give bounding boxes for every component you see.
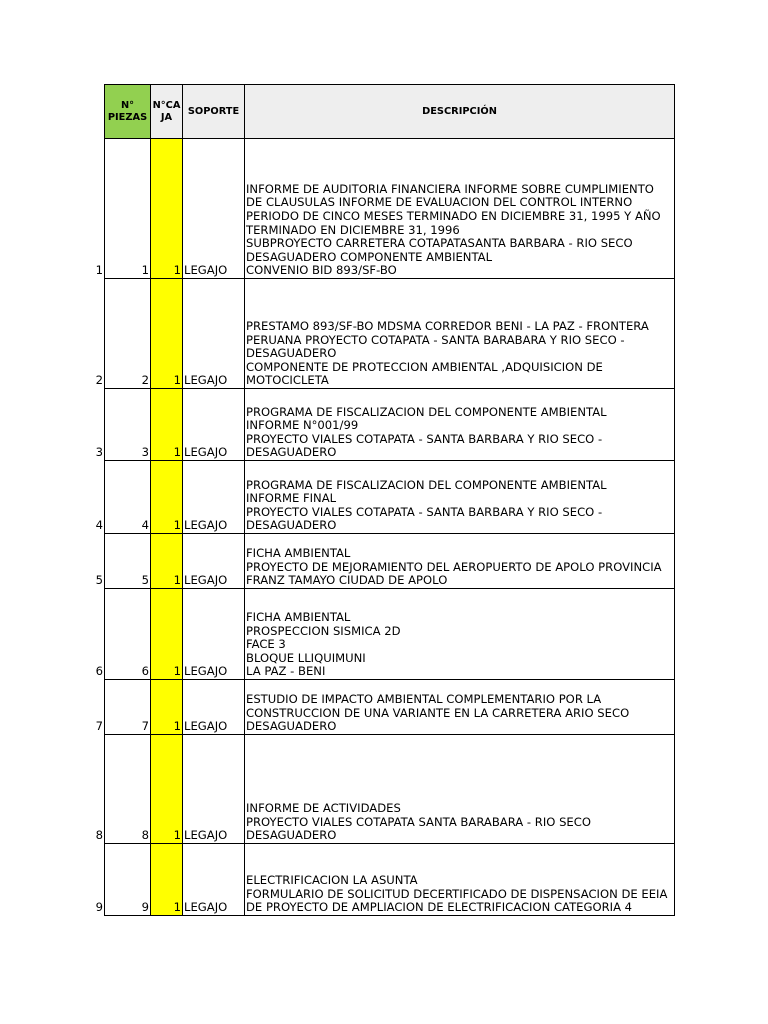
piezas-cell: 4 bbox=[105, 461, 151, 534]
table-row bbox=[105, 680, 675, 735]
piezas-cell: 5 bbox=[105, 534, 151, 589]
descripcion-line: TERMINADO EN DICIEMBRE 31, 1996 bbox=[246, 222, 460, 237]
descripcion-line: DE CLAUSULAS INFORME DE EVALUACION DEL CONTROL INTERNO bbox=[246, 195, 633, 210]
descripcion-line: CONVENIO BID 893/SF-BO bbox=[246, 263, 397, 278]
descripcion-cell bbox=[245, 735, 675, 844]
descripcion-line: FACE 3 bbox=[246, 637, 286, 652]
descripcion-cell bbox=[245, 589, 675, 680]
piezas-cell: 3 bbox=[105, 389, 151, 461]
descripcion-line: DESAGUADERO bbox=[246, 518, 337, 533]
caja-cell: 1 bbox=[151, 589, 183, 680]
descripcion-cell bbox=[245, 139, 675, 279]
piezas-cell: 8 bbox=[105, 735, 151, 844]
header-caja: N°CA JA bbox=[151, 85, 183, 139]
header-descripcion: DESCRIPCIÓN bbox=[245, 85, 675, 139]
descripcion-line: DE PROYECTO DE AMPLIACION DE ELECTRIFICACION CATEGORIA 4 bbox=[246, 900, 633, 915]
descripcion-line: PROSPECCION SISMICA 2D bbox=[246, 623, 401, 638]
caja-cell: 1 bbox=[151, 389, 183, 461]
piezas-cell: 9 bbox=[105, 844, 151, 916]
descripcion-line: PERUANA PROYECTO COTAPATA - SANTA BARABARA Y RIO SECO - bbox=[246, 332, 625, 347]
descripcion-line: DESAGUADERO bbox=[246, 445, 337, 460]
soporte-cell: LEGAJO bbox=[183, 844, 245, 916]
descripcion-cell bbox=[245, 844, 675, 916]
row-number: 7 bbox=[95, 718, 103, 733]
row-number: 6 bbox=[95, 663, 103, 678]
descripcion-line: INFORME N°001/99 bbox=[246, 418, 359, 433]
descripcion-line: PERIODO DE CINCO MESES TERMINADO EN DICIEMBRE 31, 1995 Y AÑO bbox=[246, 209, 661, 224]
descripcion-cell bbox=[245, 279, 675, 389]
caja-cell: 1 bbox=[151, 279, 183, 389]
descripcion-line: PROGRAMA DE FISCALIZACION DEL COMPONENTE AMBIENTAL bbox=[246, 404, 607, 419]
table-row bbox=[105, 735, 675, 844]
table-row bbox=[105, 389, 675, 461]
row-number: 4 bbox=[95, 517, 103, 532]
table-row bbox=[105, 534, 675, 589]
descripcion-cell bbox=[245, 461, 675, 534]
descripcion-line: DESAGUADERO COMPONENTE AMBIENTAL bbox=[246, 249, 493, 264]
caja-cell: 1 bbox=[151, 735, 183, 844]
descripcion-cell bbox=[245, 534, 675, 589]
caja-cell: 1 bbox=[151, 680, 183, 735]
table-body bbox=[105, 139, 675, 916]
soporte-cell: LEGAJO bbox=[183, 735, 245, 844]
descripcion-line: LA PAZ - BENI bbox=[246, 664, 326, 679]
descripcion-line: INFORME DE ACTIVIDADES bbox=[246, 801, 401, 816]
descripcion-line: FORMULARIO DE SOLICITUD DECERTIFICADO DE DISPENSACION DE EEIA bbox=[246, 886, 668, 901]
descripcion-line: COMPONENTE DE PROTECCION AMBIENTAL ,ADQUISICION DE bbox=[246, 359, 603, 374]
piezas-cell: 1 bbox=[105, 139, 151, 279]
descripcion-line: FICHA AMBIENTAL bbox=[246, 610, 351, 625]
row-number: 5 bbox=[95, 572, 103, 587]
header-piezas: N° PIEZAS bbox=[105, 85, 151, 139]
caja-cell: 1 bbox=[151, 844, 183, 916]
descripcion-line: INFORME DE AUDITORIA FINANCIERA INFORME SOBRE CUMPLIMIENTO bbox=[246, 181, 654, 196]
descripcion-line: PROGRAMA DE FISCALIZACION DEL COMPONENTE AMBIENTAL bbox=[246, 477, 607, 492]
inventory-table bbox=[104, 84, 675, 916]
caja-cell: 1 bbox=[151, 461, 183, 534]
piezas-cell: 2 bbox=[105, 279, 151, 389]
table-row bbox=[105, 844, 675, 916]
caja-cell: 1 bbox=[151, 139, 183, 279]
soporte-cell: LEGAJO bbox=[183, 534, 245, 589]
descripcion-line: PROYECTO VIALES COTAPATA - SANTA BARBARA Y RIO SECO - bbox=[246, 504, 603, 519]
descripcion-line: FICHA AMBIENTAL bbox=[246, 546, 351, 561]
descripcion-line: PROYECTO DE MEJORAMIENTO DEL AEROPUERTO DE APOLO PROVINCIA bbox=[246, 559, 662, 574]
row-number: 8 bbox=[95, 827, 103, 842]
descripcion-line: MOTOCICLETA bbox=[246, 373, 329, 388]
descripcion-cell bbox=[245, 680, 675, 735]
header-row bbox=[105, 85, 675, 139]
soporte-cell: LEGAJO bbox=[183, 461, 245, 534]
soporte-cell: LEGAJO bbox=[183, 680, 245, 735]
descripcion-cell bbox=[245, 389, 675, 461]
descripcion-line: FRANZ TAMAYO CIUDAD DE APOLO bbox=[246, 573, 448, 588]
descripcion-line: DESAGUADERO bbox=[246, 346, 337, 361]
table-row bbox=[105, 589, 675, 680]
soporte-cell: LEGAJO bbox=[183, 139, 245, 279]
piezas-cell: 7 bbox=[105, 680, 151, 735]
table-row bbox=[105, 279, 675, 389]
descripcion-line: PROYECTO VIALES COTAPATA - SANTA BARBARA Y RIO SECO - bbox=[246, 431, 603, 446]
descripcion-line: CONSTRUCCION DE UNA VARIANTE EN LA CARRETERA ARIO SECO bbox=[246, 705, 630, 720]
descripcion-line: BLOQUE LLIQUIMUNI bbox=[246, 650, 366, 665]
descripcion-line: SUBPROYECTO CARRETERA COTAPATASANTA BARBARA - RIO SECO bbox=[246, 236, 633, 251]
header-soporte: SOPORTE bbox=[183, 85, 245, 139]
soporte-cell: LEGAJO bbox=[183, 589, 245, 680]
descripcion-line: ESTUDIO DE IMPACTO AMBIENTAL COMPLEMENTARIO POR LA bbox=[246, 692, 602, 707]
row-number: 2 bbox=[95, 372, 103, 387]
piezas-cell: 6 bbox=[105, 589, 151, 680]
soporte-cell: LEGAJO bbox=[183, 389, 245, 461]
soporte-cell: LEGAJO bbox=[183, 279, 245, 389]
descripcion-line: DESAGUADERO bbox=[246, 828, 337, 843]
row-number: 9 bbox=[95, 899, 103, 914]
table-row bbox=[105, 139, 675, 279]
caja-cell: 1 bbox=[151, 534, 183, 589]
row-number: 1 bbox=[95, 262, 103, 277]
descripcion-line: ELECTRIFICACION LA ASUNTA bbox=[246, 873, 418, 888]
descripcion-line: DESAGUADERO bbox=[246, 719, 337, 734]
descripcion-line: INFORME FINAL bbox=[246, 491, 337, 506]
descripcion-line: PROYECTO VIALES COTAPATA SANTA BARABARA - RIO SECO bbox=[246, 814, 591, 829]
descripcion-line: PRESTAMO 893/SF-BO MDSMA CORREDOR BENI - LA PAZ - FRONTERA bbox=[246, 319, 649, 334]
table-row bbox=[105, 461, 675, 534]
row-number: 3 bbox=[95, 444, 103, 459]
